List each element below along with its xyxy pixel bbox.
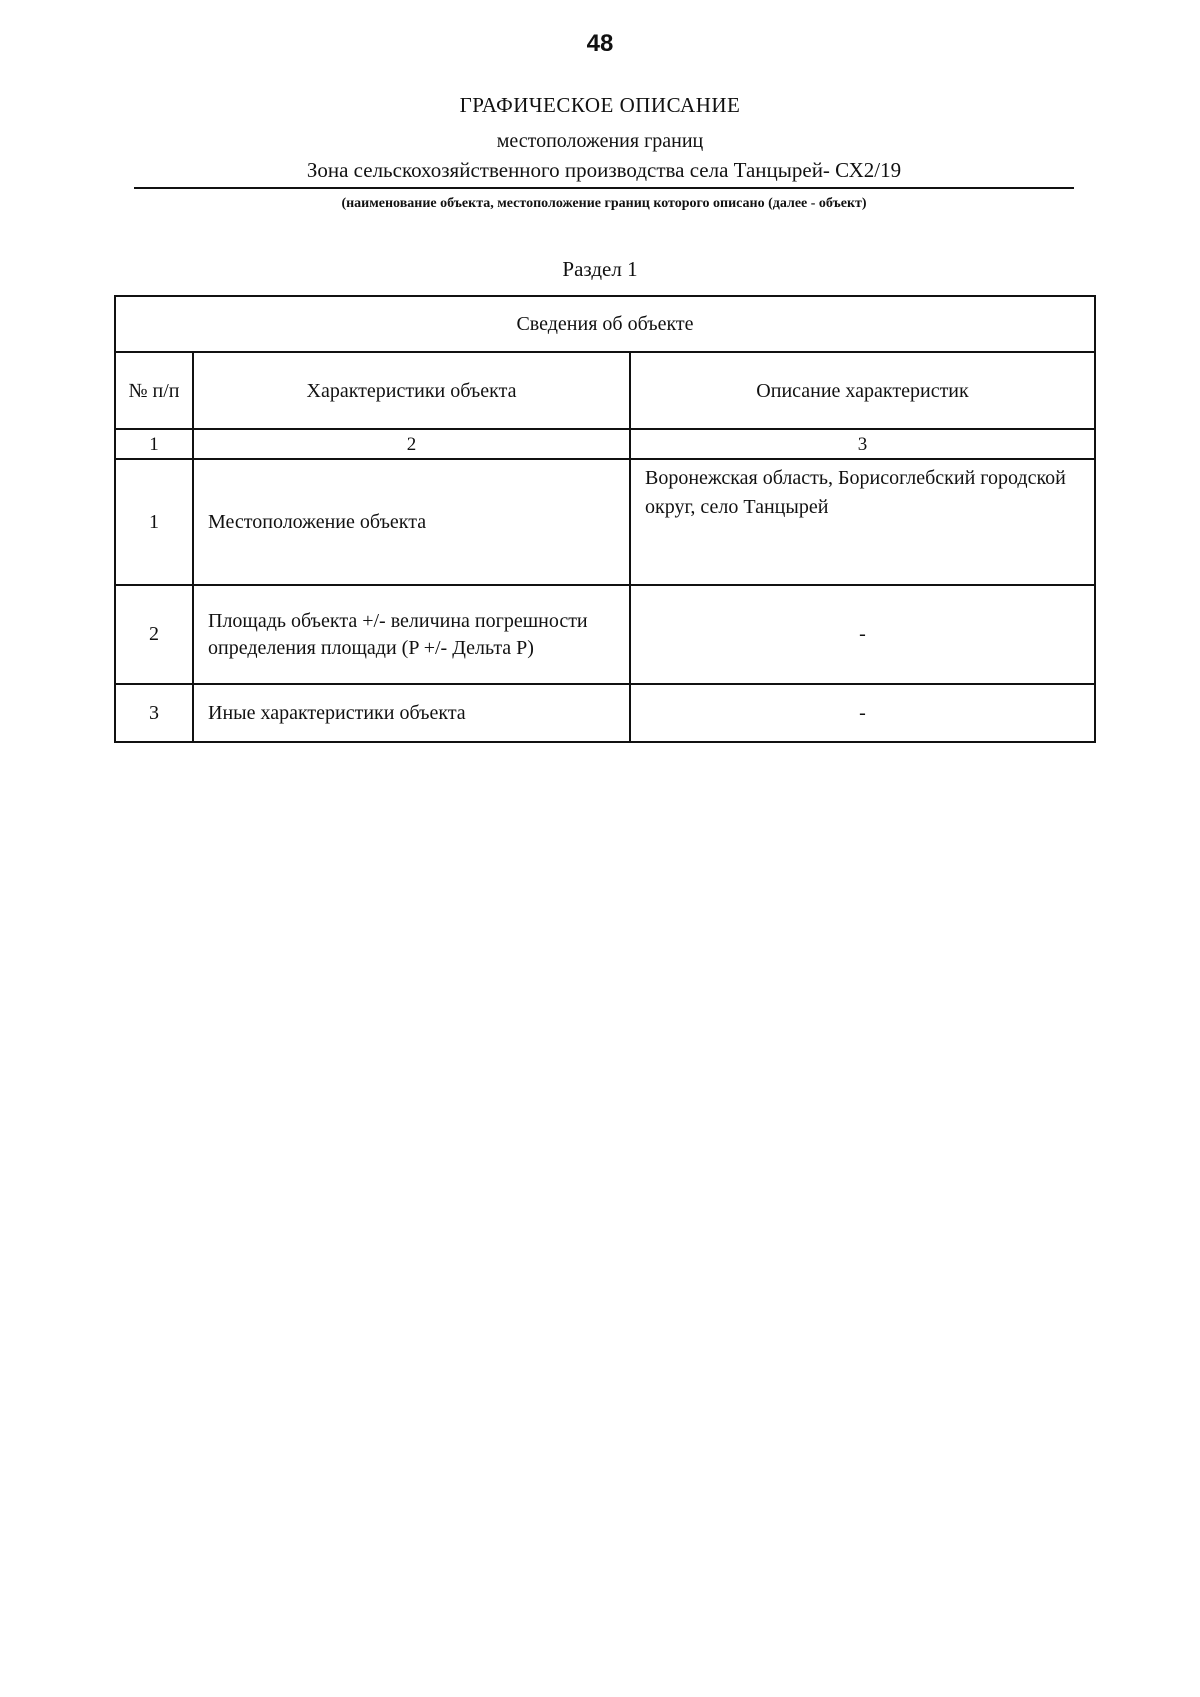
row-characteristic: Площадь объекта +/- величина погрешности определения площади (P +/- Дельта P) xyxy=(193,585,630,684)
row-number: 1 xyxy=(115,459,193,585)
table-caption-row xyxy=(115,296,1095,352)
object-name-caption: (наименование объекта, местоположение границ которого описано (далее - объект) xyxy=(341,196,867,211)
object-info-table xyxy=(114,295,1096,743)
column-header-description: Описание характеристик xyxy=(630,352,1095,429)
page-number: 48 xyxy=(586,30,614,57)
table-row xyxy=(115,585,1095,684)
column-header-characteristic: Характеристики объекта xyxy=(193,352,630,429)
row-characteristic: Местоположение объекта xyxy=(193,459,630,585)
table-index-row xyxy=(115,429,1095,459)
column-header-number: № п/п xyxy=(115,352,193,429)
row-description: Воронежская область, Борисоглебский городской округ, село Танцырей xyxy=(630,459,1095,585)
table-header-row xyxy=(115,352,1095,429)
section-title: Раздел 1 xyxy=(562,257,638,281)
column-index: 3 xyxy=(630,429,1095,459)
row-number: 3 xyxy=(115,684,193,742)
table-caption: Сведения об объекте xyxy=(115,296,1095,352)
row-description: - xyxy=(630,585,1095,684)
column-index: 2 xyxy=(193,429,630,459)
row-characteristic: Иные характеристики объекта xyxy=(193,684,630,742)
document-subtitle: местоположения границ xyxy=(496,130,704,152)
column-index: 1 xyxy=(115,429,193,459)
row-number: 2 xyxy=(115,585,193,684)
table-row xyxy=(115,684,1095,742)
object-name: Зона сельскохозяйственного производства села Танцырей- СХ2/19 xyxy=(134,158,1074,189)
table-row xyxy=(115,459,1095,585)
document-title: ГРАФИЧЕСКОЕ ОПИСАНИЕ xyxy=(459,93,741,117)
row-description: - xyxy=(630,684,1095,742)
